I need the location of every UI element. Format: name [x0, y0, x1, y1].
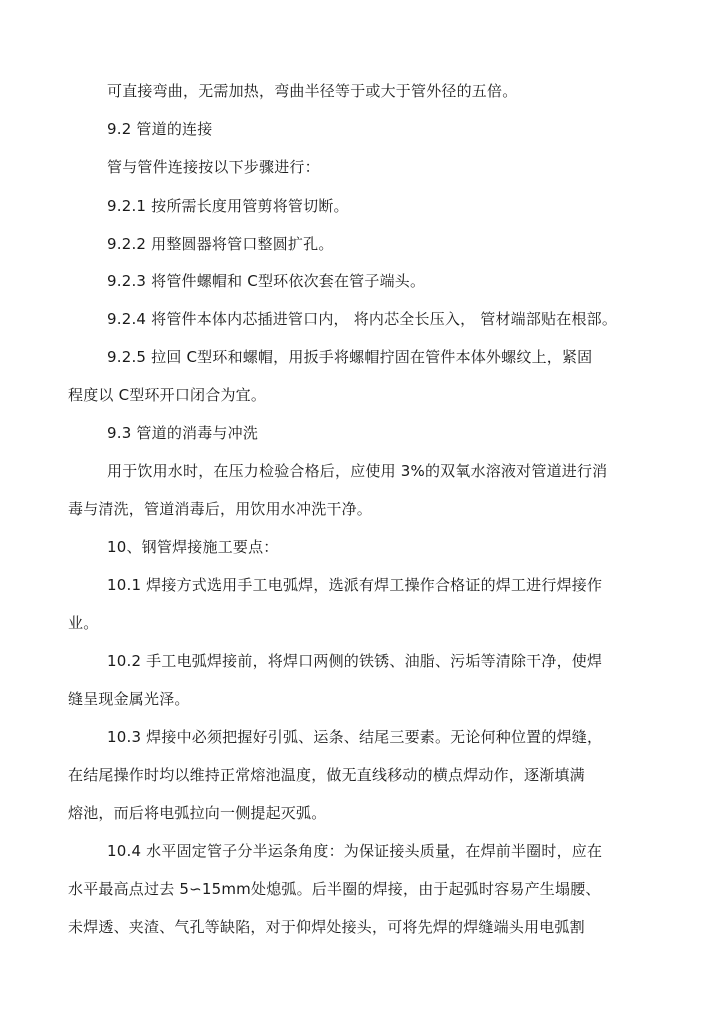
- step-item: 9.2.5 拉回 C型环和螺帽，用扳手将螺帽拧固在管件本体外螺纹上，紧固: [107, 348, 593, 366]
- text-line: 10.1 焊接方式选用手工电弧焊，选派有焊工操作合格证的焊工进行焊接作: [107, 576, 603, 594]
- text-line: 可直接弯曲，无需加热，弯曲半径等于或大于管外径的五倍。: [107, 82, 518, 100]
- step-item: 9.2.3 将管件螺帽和 C型环依次套在管子端头。: [107, 272, 426, 290]
- step-item: 9.2.1 按所需长度用管剪将管切断。: [107, 197, 349, 215]
- text-line: 未焊透、夹渣、气孔等缺陷，对于仰焊处接头，可将先焊的焊缝端头用电弧割: [68, 918, 585, 936]
- text-line: 毒与清洗，管道消毒后，用饮用水冲洗干净。: [68, 500, 373, 518]
- text-line: 10.3 焊接中必须把握好引弧、运条、结尾三要素。无论何种位置的焊缝，: [107, 728, 603, 746]
- text-line: 熔池，而后将电弧拉向一侧提起灭弧。: [68, 804, 327, 822]
- text-line: 10.4 水平固定管子分半运条角度：为保证接头质量，在焊前半圈时，应在: [107, 842, 603, 860]
- text-line: 管与管件连接按以下步骤进行：: [107, 158, 320, 176]
- text-line: 在结尾操作时均以维持正常熔池温度，做无直线移动的横点焊动作，逐渐填满: [68, 766, 585, 784]
- text-line: 水平最高点过去 5∽15mm处熄弧。后半圈的焊接，由于起弧时容易产生塌腰、: [68, 880, 601, 898]
- section-heading: 10、钢管焊接施工要点：: [107, 538, 279, 556]
- text-line: 程度以 C型环开口闭合为宜。: [68, 386, 267, 404]
- text-line: 业。: [68, 614, 99, 632]
- step-item: 9.2.4 将管件本体内芯插进管口内， 将内芯全长压入， 管材端部贴在根部。: [107, 310, 618, 328]
- text-line: 用于饮用水时，在压力检验合格后，应使用 3%的双氧水溶液对管道进行消: [107, 462, 608, 480]
- text-line: 缝呈现金属光泽。: [68, 690, 190, 708]
- section-heading: 9.3 管道的消毒与冲洗: [107, 424, 259, 442]
- step-item: 9.2.2 用整圆器将管口整圆扩孔。: [107, 235, 334, 253]
- section-heading: 9.2 管道的连接: [107, 120, 213, 138]
- text-line: 10.2 手工电弧焊接前，将焊口两侧的铁锈、油脂、污垢等清除干净，使焊: [107, 652, 603, 670]
